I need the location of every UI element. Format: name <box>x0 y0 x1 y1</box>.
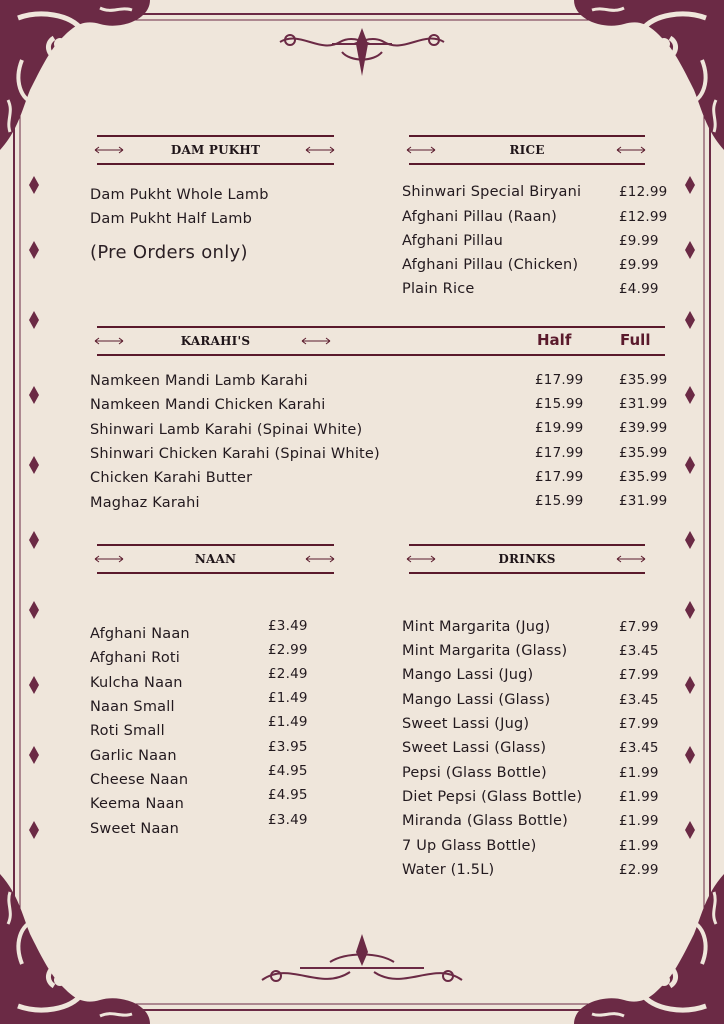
menu-item: Dam Pukht Whole Lamb <box>90 187 269 203</box>
drinks-header <box>409 544 645 574</box>
section-title: NAAN <box>194 552 237 566</box>
menu-item: Shinwari Special Biryani <box>402 184 582 200</box>
item-price: £7.99 <box>619 619 659 635</box>
menu-item: Plain Rice <box>402 281 475 297</box>
pre-order-note: (Pre Orders only) <box>90 242 248 263</box>
half-column-header: Half <box>537 331 572 349</box>
full-price: £35.99 <box>619 469 668 485</box>
item-price: £2.99 <box>619 862 659 878</box>
menu-item: Diet Pepsi (Glass Bottle) <box>402 789 583 805</box>
menu-item: Afghani Naan <box>90 626 190 642</box>
menu-item: Dam Pukht Half Lamb <box>90 211 252 227</box>
menu-item: Water (1.5L) <box>402 862 495 878</box>
menu-item: Afghani Pillau <box>402 233 504 249</box>
item-price: £12.99 <box>619 184 668 200</box>
menu-item: Mint Margarita (Glass) <box>402 643 568 659</box>
menu-item: Cheese Naan <box>90 772 189 788</box>
item-price: £4.99 <box>619 281 659 297</box>
full-price: £35.99 <box>619 445 668 461</box>
naan-header <box>97 544 334 574</box>
item-price: £9.99 <box>619 257 659 273</box>
item-price: £1.99 <box>619 765 659 781</box>
item-price: £1.49 <box>268 714 308 730</box>
menu-item: Sweet Lassi (Jug) <box>402 716 530 732</box>
item-price: £3.49 <box>268 618 308 634</box>
menu-item: Namkeen Mandi Chicken Karahi <box>90 397 326 413</box>
section-title: KARAHI'S <box>180 334 251 348</box>
menu-item: Sweet Naan <box>90 821 180 837</box>
half-price: £15.99 <box>535 396 584 412</box>
full-price: £31.99 <box>619 493 668 509</box>
section-title: DRINKS <box>498 552 556 566</box>
full-price: £31.99 <box>619 396 668 412</box>
full-column-header: Full <box>620 331 651 349</box>
item-price: £3.45 <box>619 643 659 659</box>
menu-item: Mint Margarita (Jug) <box>402 619 551 635</box>
menu-item: Chicken Karahi Butter <box>90 470 253 486</box>
item-price: £3.45 <box>619 740 659 756</box>
menu-item: Afghani Roti <box>90 650 181 666</box>
item-price: £4.95 <box>268 787 308 803</box>
item-price: £2.99 <box>268 642 308 658</box>
menu-item: Pepsi (Glass Bottle) <box>402 765 547 781</box>
rice-header <box>409 135 645 165</box>
menu-item: Maghaz Karahi <box>90 495 200 511</box>
menu-item: Afghani Pillau (Chicken) <box>402 257 579 273</box>
menu-item: Sweet Lassi (Glass) <box>402 740 547 756</box>
menu-item: 7 Up Glass Bottle) <box>402 838 537 854</box>
full-price: £35.99 <box>619 372 668 388</box>
section-title: RICE <box>509 143 545 157</box>
item-price: £1.99 <box>619 789 659 805</box>
half-price: £17.99 <box>535 469 584 485</box>
item-price: £12.99 <box>619 209 668 225</box>
item-price: £3.95 <box>268 739 308 755</box>
menu-item: Namkeen Mandi Lamb Karahi <box>90 373 308 389</box>
item-price: £9.99 <box>619 233 659 249</box>
half-price: £17.99 <box>535 372 584 388</box>
item-price: £3.49 <box>268 812 308 828</box>
item-price: £1.99 <box>619 813 659 829</box>
menu-item: Miranda (Glass Bottle) <box>402 813 568 829</box>
item-price: £7.99 <box>619 716 659 732</box>
menu-item: Kulcha Naan <box>90 675 183 691</box>
item-price: £1.99 <box>619 838 659 854</box>
full-price: £39.99 <box>619 420 668 436</box>
item-price: £1.49 <box>268 690 308 706</box>
item-price: £7.99 <box>619 667 659 683</box>
menu-item: Mango Lassi (Jug) <box>402 667 534 683</box>
menu-item: Garlic Naan <box>90 748 177 764</box>
menu-item: Naan Small <box>90 699 175 715</box>
karahi-header <box>97 326 665 356</box>
half-price: £17.99 <box>535 445 584 461</box>
half-price: £15.99 <box>535 493 584 509</box>
menu-item: Shinwari Lamb Karahi (Spinai White) <box>90 422 363 438</box>
item-price: £4.95 <box>268 763 308 779</box>
menu-item: Shinwari Chicken Karahi (Spinai White) <box>90 446 380 462</box>
item-price: £2.49 <box>268 666 308 682</box>
item-price: £3.45 <box>619 692 659 708</box>
menu-item: Afghani Pillau (Raan) <box>402 209 558 225</box>
menu-item: Mango Lassi (Glass) <box>402 692 551 708</box>
menu-item: Roti Small <box>90 723 165 739</box>
section-title: DAM PUKHT <box>170 143 261 157</box>
half-price: £19.99 <box>535 420 584 436</box>
dam-pukht-header <box>97 135 334 165</box>
menu-item: Keema Naan <box>90 796 185 812</box>
